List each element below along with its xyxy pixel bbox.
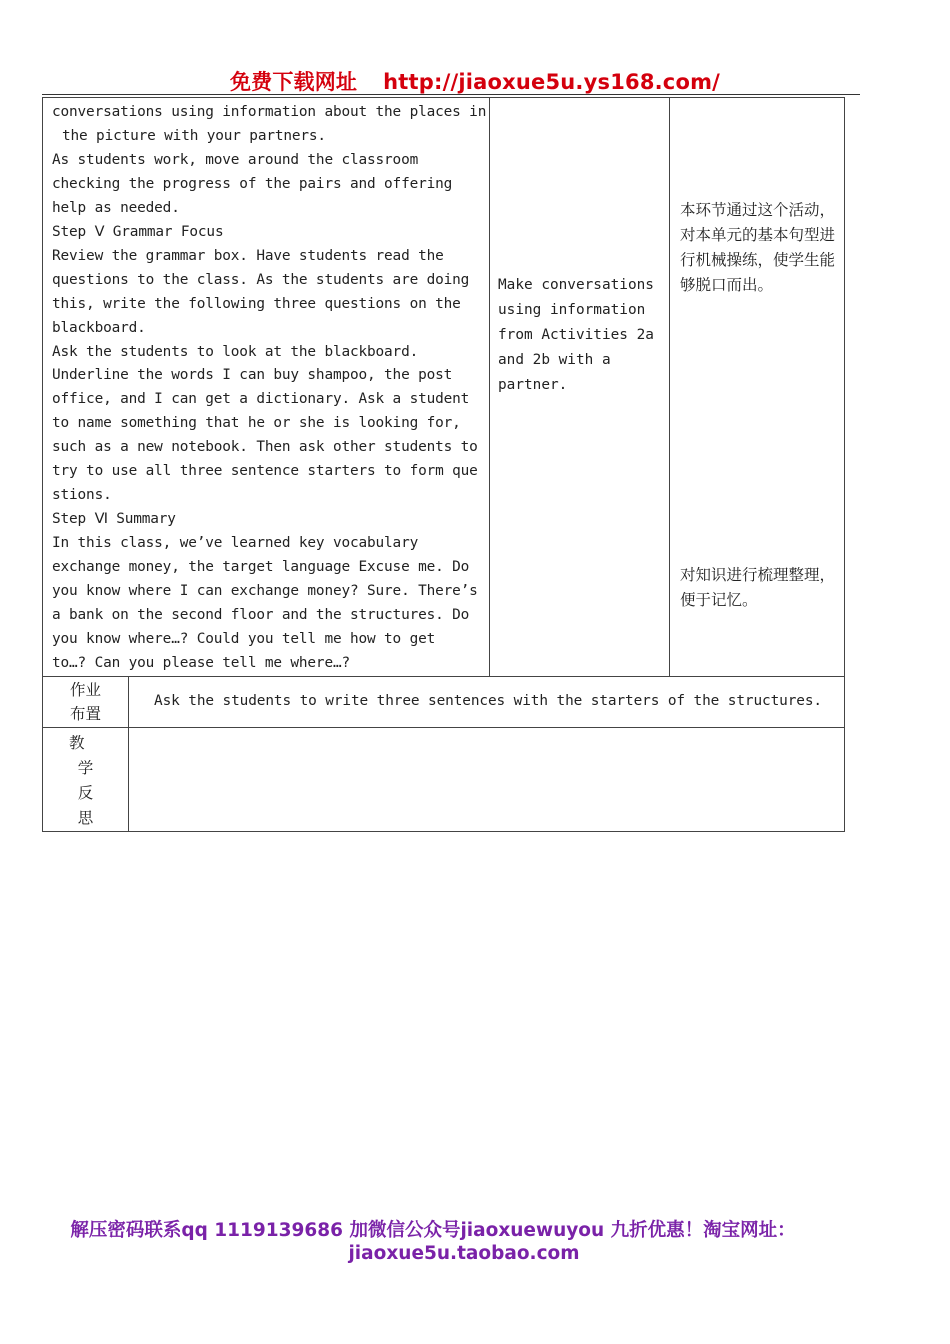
procedure-line: to…? Can you please tell me where…? xyxy=(52,654,350,671)
activity-line: partner. xyxy=(498,376,568,393)
reflection-row xyxy=(43,727,845,831)
procedure-line: try to use all three sentence starters to form que xyxy=(52,463,478,480)
design-note-summary: 对知识进行梳理整理，便于记忆。 xyxy=(680,566,836,609)
reflection-content-cell[interactable] xyxy=(129,727,845,831)
reflection-label xyxy=(43,728,128,831)
header-title: 免费下载网址 xyxy=(229,70,358,94)
procedure-line: you know where…? Could you tell me how to get xyxy=(52,630,436,647)
procedure-line: Underline the words I can buy shampoo, the post xyxy=(52,367,453,384)
activity-line: using information xyxy=(498,301,646,318)
page-header xyxy=(0,66,950,96)
procedure-line: this, write the following three questions on the xyxy=(52,295,461,312)
procedure-line: such as a new notebook. Then ask other students to xyxy=(52,439,478,456)
homework-label xyxy=(43,677,128,726)
design-intent-cell xyxy=(670,98,845,677)
procedure-line: blackboard. xyxy=(52,319,146,336)
procedure-line: As students work, move around the classroom xyxy=(52,151,419,168)
reflection-label-char: 教 xyxy=(69,733,85,752)
homework-row xyxy=(43,676,845,727)
homework-label-line: 作业 xyxy=(69,680,101,699)
design-note-drill: 本环节通过这个活动，对本单元的基本句型进行机械操练，使学生能够脱口而出。 xyxy=(680,201,836,294)
procedure-line: Step Ⅴ Grammar Focus xyxy=(52,223,224,240)
header-rule xyxy=(42,94,860,95)
procedure-line: exchange money, the target language Excuse me. Do xyxy=(52,559,470,576)
homework-text: Ask the students to write three sentences with the starters of the structures. xyxy=(154,692,822,709)
student-activity-text xyxy=(490,98,669,398)
procedure-line: the picture with your partners. xyxy=(62,127,326,144)
procedure-line: office, and I can get a dictionary. Ask a student xyxy=(52,391,470,408)
procedure-line: help as needed. xyxy=(52,199,180,216)
reflection-label-char: 反 xyxy=(77,783,94,802)
procedure-line: questions to the class. As the students are doing xyxy=(52,271,470,288)
procedure-line: you know where I can exchange money? Sure. There’s xyxy=(52,583,478,600)
homework-label-line: 布置 xyxy=(69,704,101,723)
header-url[interactable]: http://jiaoxue5u.ys168.com/ xyxy=(383,70,721,94)
footer-contact-line: 解压密码联系qq 1119139686 加微信公众号jiaoxuewuyou 九折优惠！淘宝网址： xyxy=(70,1220,796,1241)
procedure-text xyxy=(43,98,489,676)
procedure-cell xyxy=(43,98,490,677)
procedure-line: stions. xyxy=(52,487,112,504)
procedure-line: to name something that he or she is looking for, xyxy=(52,415,461,432)
procedure-line: a bank on the second floor and the structures. Do xyxy=(52,607,470,624)
procedure-line: Ask the students to look at the blackboard. xyxy=(52,343,419,360)
procedure-line: Step Ⅵ Summary xyxy=(52,511,176,528)
homework-content-cell xyxy=(129,676,845,727)
procedure-line: conversations using information about the places in xyxy=(52,104,487,120)
activity-line: and 2b with a xyxy=(498,351,611,368)
reflection-label-char: 思 xyxy=(77,808,94,827)
activity-line: from Activities 2a xyxy=(498,326,654,343)
student-activity-cell xyxy=(490,98,670,677)
procedure-line: Review the grammar box. Have students read the xyxy=(52,247,444,264)
reflection-label-cell xyxy=(43,727,129,831)
procedure-line: checking the progress of the pairs and offering xyxy=(52,175,453,192)
activity-line: Make conversations xyxy=(498,277,654,293)
procedure-row xyxy=(43,98,845,677)
lesson-plan-table xyxy=(42,97,845,832)
reflection-label-char: 学 xyxy=(77,758,94,777)
procedure-line: In this class, we’ve learned key vocabulary xyxy=(52,535,419,552)
footer-shop-url[interactable]: jiaoxue5u.taobao.com xyxy=(348,1243,580,1264)
homework-label-cell xyxy=(43,676,129,727)
